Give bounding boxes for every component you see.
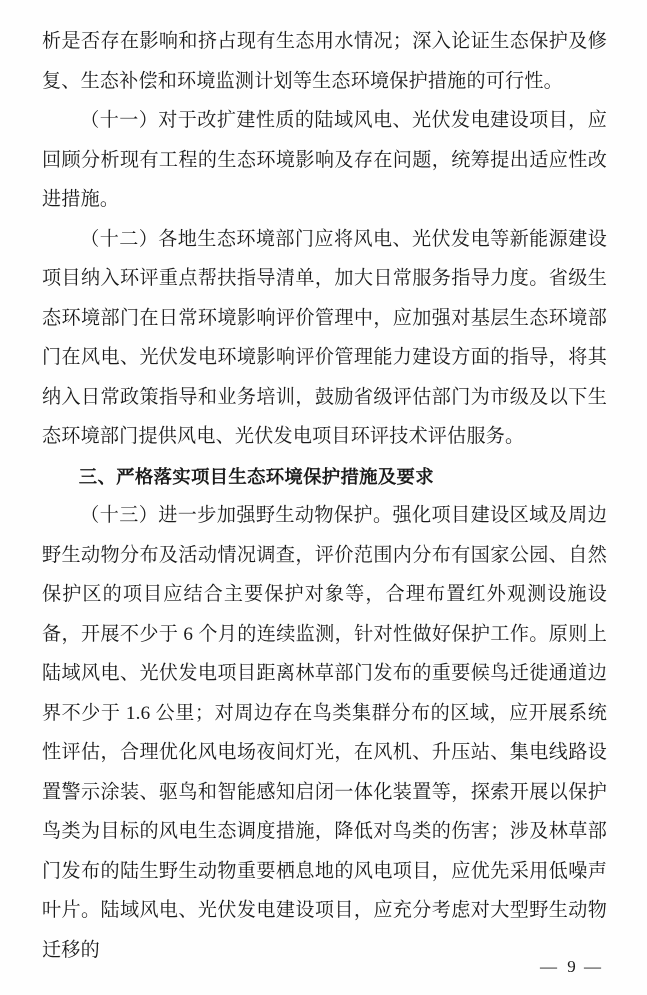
document-body — [42, 22, 607, 970]
page-footer — [0, 957, 605, 977]
paragraph-continued: 析是否存在影响和挤占现有生态用水情况；深入论证生态保护及修复、生态补偿和环境监测计划等生态环境保护措施的可行性。 — [42, 31, 607, 92]
paragraph-item-eleven: （十一）对于改扩建性质的陆域风电、光伏发电建设项目，应回顾分析现有工程的生态环境影响及存在问题，统筹提出适应性改进措施。 — [42, 110, 607, 210]
paragraph-item-twelve: （十二）各地生态环境部门应将风电、光伏发电等新能源建设项目纳入环评重点帮扶指导清单，加大日常服务指导力度。省级生态环境部门在日常环境影响评价管理中，应加强对基层生态环境部门在风电、光伏发电环境影响评价管理能力建设方面的指导，将其纳入日常政策指导和业务培训，鼓励省级评估部门为市级及以下生态环境部门提供风电、光伏发电项目环评技术评估服务。 — [42, 228, 607, 447]
page-number: 9 — [567, 957, 578, 976]
paragraph-item-thirteen: （十三）进一步加强野生动物保护。强化项目建设区域及周边野生动物分布及活动情况调查，评价范围内分布有国家公园、自然保护区的项目应结合主要保护对象等，合理布置红外观测设施设备，开展不少于 6 个月的连续监测，针对性做好保护工作。原则上陆域风电、光伏发电项目距离林草部门发布的重要候鸟迁徙通道边界不少于 1.6 公里；对周边存在鸟类集群分布的区域，应开展系统性评估，合理优化风电场夜间灯光，在风机、升压站、集电线路设置警示涂装、驱鸟和智能感知启闭一体化装置等，探索开展以保护鸟类为目标的风电生态调度措施，降低对鸟类的伤害；涉及林草部门发布的陆生野生动物重要栖息地的风电项目，应优先采用低噪声叶片。陆域风电、光伏发电建设项目，应充分考虑对大型野生动物迁移的 — [42, 505, 607, 961]
footer-dash-left: — — [540, 957, 561, 976]
footer-dash-right: — — [584, 957, 605, 976]
section-heading-three: 三、严格落实项目生态环境保护措施及要求 — [78, 465, 434, 487]
